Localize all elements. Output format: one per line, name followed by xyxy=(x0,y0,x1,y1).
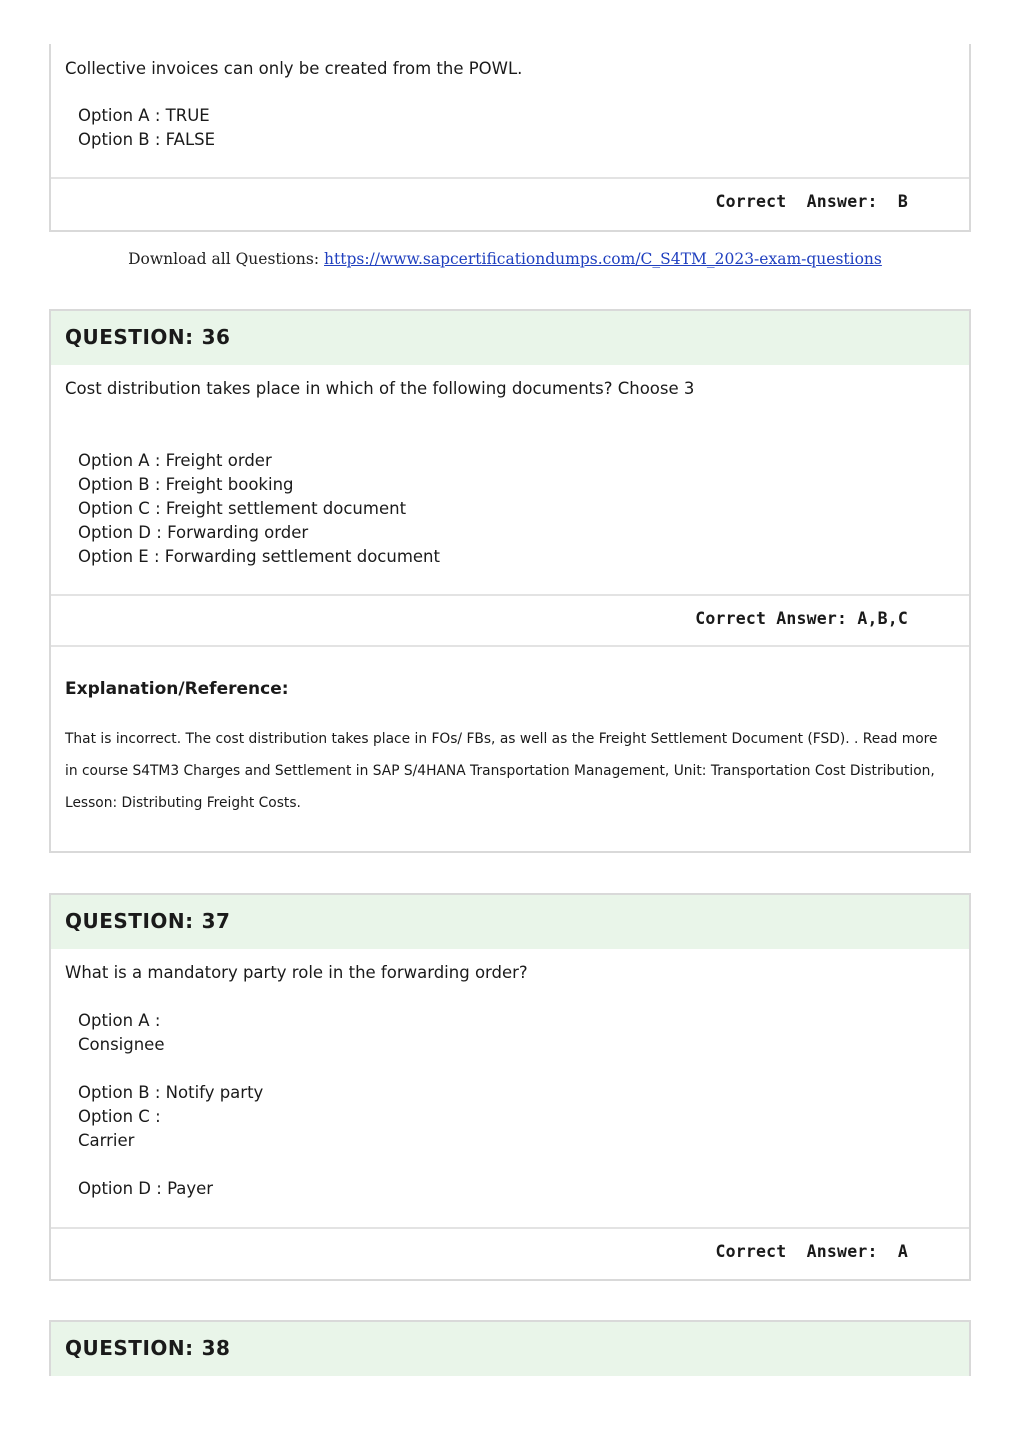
question-36-options xyxy=(78,449,440,569)
question-label: QUESTION: xyxy=(65,909,194,933)
answer-divider xyxy=(51,594,969,596)
option-b: Option B : Freight booking xyxy=(78,475,294,494)
question-36-card xyxy=(49,309,971,853)
option-c: Option C : xyxy=(78,1107,161,1126)
question-number: 37 xyxy=(201,909,231,933)
option-spacer xyxy=(78,1153,263,1177)
option-c-value: Carrier xyxy=(78,1131,135,1150)
download-line xyxy=(0,250,1010,268)
question-37-options xyxy=(78,1009,263,1201)
option-a: Option A : xyxy=(78,1011,161,1030)
option-c: Option C : Freight settlement document xyxy=(78,499,407,518)
question-35-card xyxy=(49,44,971,232)
correct-answer: Correct Answer: A,B,C xyxy=(695,609,908,628)
explanation-divider xyxy=(51,645,969,647)
question-35-text: Collective invoices can only be created from the POWL. xyxy=(65,59,523,78)
download-label: Download all Questions: xyxy=(128,250,325,268)
question-37-card xyxy=(49,893,971,1281)
option-e: Option E : Forwarding settlement document xyxy=(78,547,440,566)
correct-answer: Correct Answer: A xyxy=(715,1242,908,1261)
question-header xyxy=(51,895,969,949)
option-a-value: Consignee xyxy=(78,1035,165,1054)
question-35-options xyxy=(78,104,215,152)
option-d: Option D : Payer xyxy=(78,1179,214,1198)
option-b: Option B : Notify party xyxy=(78,1083,264,1102)
question-header xyxy=(51,311,969,365)
question-38-card xyxy=(49,1320,971,1376)
explanation-title: Explanation/Reference: xyxy=(65,679,289,699)
question-label: QUESTION: xyxy=(65,325,194,349)
download-link[interactable]: https://www.sapcertificationdumps.com/C_S4TM_2023-exam-questions xyxy=(324,250,882,268)
answer-divider xyxy=(51,1227,969,1229)
question-number: 36 xyxy=(201,325,231,349)
answer-divider xyxy=(51,177,969,179)
question-36-text: Cost distribution takes place in which of the following documents? Choose 3 xyxy=(65,379,695,398)
correct-answer: Correct Answer: B xyxy=(715,192,908,211)
question-37-text: What is a mandatory party role in the forwarding order? xyxy=(65,963,528,982)
question-header xyxy=(51,1322,969,1376)
option-spacer xyxy=(78,1057,263,1081)
question-label: QUESTION: xyxy=(65,1336,194,1360)
question-number: 38 xyxy=(201,1336,231,1360)
option-a: Option A : TRUE xyxy=(78,106,210,125)
option-a: Option A : Freight order xyxy=(78,451,272,470)
option-b: Option B : FALSE xyxy=(78,130,216,149)
option-d: Option D : Forwarding order xyxy=(78,523,309,542)
explanation-text: That is incorrect. The cost distribution takes place in FOs/ FBs, as well as the Freight Settlement Document (FSD). . Read more in course S4TM3 Charges and Settlement in SAP S/4HANA Transportation Management, Unit: Transportation Cost Distribution, Lesson: Distributing Freight Costs. xyxy=(65,731,938,811)
